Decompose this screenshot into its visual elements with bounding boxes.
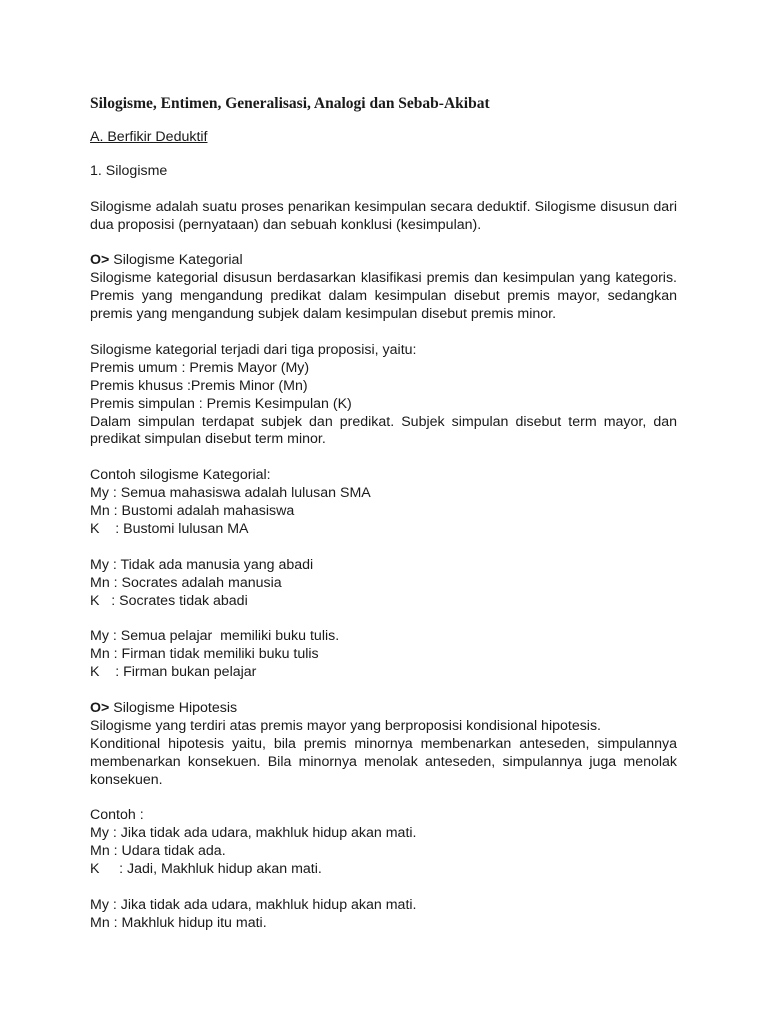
subsection-heading-1: 1. Silogisme	[90, 162, 168, 179]
hipotesis-heading-text: Silogisme Hipotesis	[109, 699, 238, 716]
example-line: Mn : Socrates adalah manusia	[90, 574, 282, 591]
bullet-marker: O>	[90, 252, 110, 269]
hipotesis-definition-2: Konditional hipotesis yaitu, bila premis minornya membenarkan anteseden, simpulannya membenarkan konsekuen. Bila minornya menolak anteseden, simpulannya juga menolak konsekuen.	[90, 735, 677, 788]
example-line: Mn : Firman tidak memiliki buku tulis	[90, 646, 319, 663]
document-title: Silogisme, Entimen, Generalisasi, Analogi dan Sebab-Akibat	[90, 95, 490, 112]
kategorial-heading-text: Silogisme Kategorial	[109, 252, 243, 269]
example-line: K : Bustomi lulusan MA	[90, 520, 249, 537]
example-line: My : Jika tidak ada udara, makhluk hidup akan mati.	[90, 825, 417, 842]
example-line: Mn : Udara tidak ada.	[90, 843, 226, 860]
document-body	[90, 95, 677, 933]
bullet-marker: O>	[90, 699, 110, 716]
intro-paragraph: Silogisme adalah suatu proses penarikan kesimpulan secara deduktif. Silogisme disusun dari dua proposisi (pernyataan) dan sebuah konklusi (kesimpulan).	[90, 198, 677, 233]
example-line: Mn : Bustomi adalah mahasiswa	[90, 503, 295, 520]
premis-simpulan: Premis simpulan : Premis Kesimpulan (K)	[90, 395, 352, 412]
example-line: K : Jadi, Makhluk hidup akan mati.	[90, 861, 322, 878]
hipotesis-contoh-heading: Contoh :	[90, 807, 144, 824]
premis-khusus: Premis khusus :Premis Minor (Mn)	[90, 377, 308, 394]
example-line: My : Semua mahasiswa adalah lulusan SMA	[90, 485, 371, 502]
section-heading-a: A. Berfikir Deduktif	[90, 129, 208, 145]
example-line: Mn : Makhluk hidup itu mati.	[90, 914, 267, 931]
hipotesis-definition-1: Silogisme yang terdiri atas premis mayor yang berproposisi kondisional hipotesis.	[90, 717, 601, 734]
premis-umum: Premis umum : Premis Mayor (My)	[90, 359, 310, 376]
hipotesis-heading	[90, 700, 677, 718]
example-line: My : Tidak ada manusia yang abadi	[90, 556, 314, 573]
example-line: K : Socrates tidak abadi	[90, 592, 248, 609]
example-line: K : Firman bukan pelajar	[90, 664, 257, 681]
kategorial-definition: Silogisme kategorial disusun berdasarkan klasifikasi premis dan kesimpulan yang kategoris. Premis yang mengandung predikat dalam kesimpulan disebut premis mayor, sedangkan premis yang mengandung subjek dalam kesimpulan disebut premis minor.	[90, 270, 677, 323]
kategorial-heading	[90, 252, 677, 270]
kategorial-contoh-heading: Contoh silogisme Kategorial:	[90, 467, 271, 484]
example-line: My : Semua pelajar memiliki buku tulis.	[90, 628, 340, 645]
example-line: My : Jika tidak ada udara, makhluk hidup akan mati.	[90, 896, 417, 913]
simpulan-note: Dalam simpulan terdapat subjek dan predikat. Subjek simpulan disebut term mayor, dan predikat simpulan disebut term minor.	[90, 413, 677, 448]
proposisi-intro: Silogisme kategorial terjadi dari tiga proposisi, yaitu:	[90, 341, 417, 358]
